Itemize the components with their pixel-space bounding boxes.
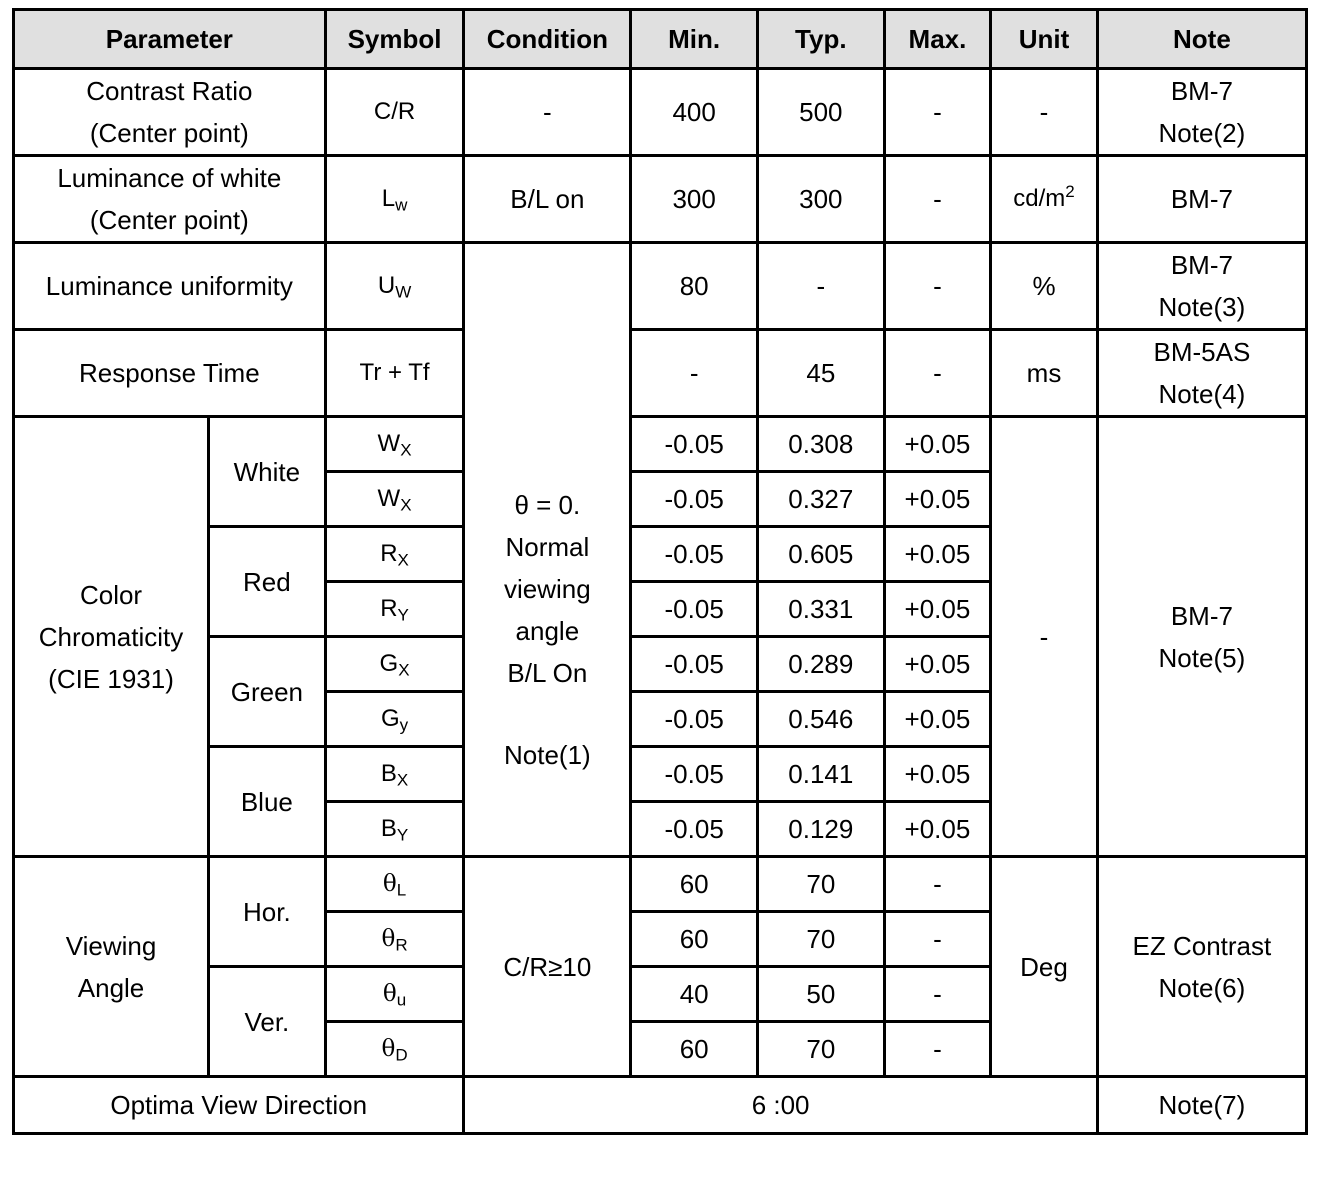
uniformity-note — [1097, 243, 1306, 330]
luminance-white-symbol-base: L — [381, 185, 396, 212]
chromaticity-unit: - — [991, 417, 1098, 857]
header-min: Min. — [631, 10, 758, 69]
contrast-ratio-row — [14, 69, 1307, 156]
response-min: - — [631, 330, 758, 417]
contrast-parameter-line1: Contrast Ratio — [86, 76, 253, 106]
viewing-typ: 70 — [757, 912, 884, 967]
chromaticity-typ: 0.141 — [757, 747, 884, 802]
response-time-row — [14, 330, 1307, 417]
chromaticity-max: +0.05 — [884, 582, 991, 637]
chromaticity-min: -0.05 — [631, 527, 758, 582]
viewing-min: 40 — [631, 967, 758, 1022]
response-note-line1: BM-5AS — [1153, 337, 1251, 367]
viewing-min: 60 — [631, 857, 758, 912]
symbol-sub: u — [396, 990, 407, 1010]
uniformity-min: 80 — [631, 243, 758, 330]
uniformity-typ: - — [757, 243, 884, 330]
condition-line6: Note(1) — [504, 739, 591, 770]
theta-symbol: θ — [381, 1036, 396, 1062]
chromaticity-symbol — [325, 582, 464, 637]
viewing-note-line2: Note(6) — [1158, 972, 1246, 1003]
uniformity-parameter: Luminance uniformity — [14, 243, 326, 330]
viewing-symbol — [325, 967, 464, 1022]
luminance-white-typ: 300 — [757, 156, 884, 243]
symbol-sub: L — [396, 880, 407, 900]
chromaticity-parameter — [14, 417, 209, 857]
contrast-note-line1: BM-7 — [1170, 76, 1233, 106]
chromaticity-typ: 0.331 — [757, 582, 884, 637]
luminance-white-parameter — [14, 156, 326, 243]
symbol-base: W — [377, 430, 401, 457]
viewing-max: - — [884, 967, 991, 1022]
uniformity-note-line2: Note(3) — [1158, 292, 1246, 322]
chromaticity-typ: 0.605 — [757, 527, 884, 582]
luminance-white-symbol-sub: w — [395, 195, 408, 215]
chromaticity-symbol — [325, 692, 464, 747]
chromaticity-parameter-line2: Chromaticity — [38, 621, 184, 652]
chromaticity-min: -0.05 — [631, 472, 758, 527]
chromaticity-note-line2: Note(5) — [1158, 642, 1246, 673]
viewing-max: - — [884, 912, 991, 967]
symbol-base: G — [379, 650, 399, 677]
viewing-parameter-line2: Angle — [77, 972, 145, 1003]
symbol-base: B — [380, 760, 397, 787]
header-max: Max. — [884, 10, 991, 69]
viewing-min: 60 — [631, 1022, 758, 1077]
chromaticity-min: -0.05 — [631, 802, 758, 857]
symbol-sub: X — [398, 660, 410, 680]
chromaticity-min: -0.05 — [631, 692, 758, 747]
header-row — [14, 10, 1307, 69]
header-symbol: Symbol — [325, 10, 464, 69]
viewing-angle-row — [14, 857, 1307, 912]
luminance-white-symbol — [325, 156, 464, 243]
symbol-sub: Y — [397, 605, 409, 625]
condition-line5: B/L On — [507, 657, 588, 688]
response-parameter: Response Time — [14, 330, 326, 417]
response-note-line2: Note(4) — [1158, 379, 1246, 409]
contrast-parameter-line2: (Center point) — [89, 118, 249, 148]
contrast-max: - — [884, 69, 991, 156]
chromaticity-typ: 0.129 — [757, 802, 884, 857]
chromaticity-symbol — [325, 527, 464, 582]
response-max: - — [884, 330, 991, 417]
viewing-unit: Deg — [991, 857, 1098, 1077]
viewing-symbol — [325, 857, 464, 912]
symbol-sub: X — [397, 550, 409, 570]
chromaticity-condition — [464, 243, 631, 857]
viewing-typ: 50 — [757, 967, 884, 1022]
chromaticity-group-green: Green — [209, 637, 326, 747]
theta-symbol: θ — [382, 871, 397, 897]
chromaticity-note-line1: BM-7 — [1170, 600, 1233, 631]
chromaticity-min: -0.05 — [631, 637, 758, 692]
symbol-sub: D — [395, 1045, 408, 1065]
viewing-group-horizontal: Hor. — [209, 857, 326, 967]
symbol-sub: X — [400, 495, 412, 515]
chromaticity-symbol — [325, 637, 464, 692]
optima-note: Note(7) — [1097, 1077, 1306, 1134]
condition-line2: Normal — [505, 531, 590, 562]
chromaticity-typ: 0.289 — [757, 637, 884, 692]
chromaticity-max: +0.05 — [884, 472, 991, 527]
uniformity-unit: % — [991, 243, 1098, 330]
viewing-parameter — [14, 857, 209, 1077]
uniformity-symbol-sub: W — [395, 282, 412, 302]
chromaticity-min: -0.05 — [631, 582, 758, 637]
chromaticity-max: +0.05 — [884, 802, 991, 857]
chromaticity-typ: 0.327 — [757, 472, 884, 527]
condition-line1: θ = 0. — [514, 489, 581, 520]
luminance-white-parameter-line2: (Center point) — [89, 205, 249, 235]
optima-view-row — [14, 1077, 1307, 1134]
header-parameter: Parameter — [14, 10, 326, 69]
chromaticity-symbol — [325, 802, 464, 857]
luminance-white-parameter-line1: Luminance of white — [57, 163, 282, 193]
chromaticity-parameter-line3: (CIE 1931) — [48, 663, 174, 694]
uniformity-symbol — [325, 243, 464, 330]
uniformity-note-line1: BM-7 — [1170, 250, 1233, 280]
chromaticity-max: +0.05 — [884, 747, 991, 802]
chromaticity-group-red: Red — [209, 527, 326, 637]
chromaticity-symbol — [325, 417, 464, 472]
chromaticity-group-white: White — [209, 417, 326, 527]
chromaticity-note — [1097, 417, 1306, 857]
chromaticity-condition-block — [469, 324, 625, 776]
chromaticity-typ: 0.308 — [757, 417, 884, 472]
chromaticity-group-blue: Blue — [209, 747, 326, 857]
condition-line3: viewing — [504, 573, 591, 604]
chromaticity-max: +0.05 — [884, 417, 991, 472]
viewing-typ: 70 — [757, 857, 884, 912]
symbol-base: R — [380, 540, 398, 567]
viewing-max: - — [884, 1022, 991, 1077]
chromaticity-symbol — [325, 747, 464, 802]
chromaticity-max: +0.05 — [884, 637, 991, 692]
contrast-parameter — [14, 69, 326, 156]
viewing-min: 60 — [631, 912, 758, 967]
header-unit: Unit — [991, 10, 1098, 69]
symbol-base: R — [380, 595, 398, 622]
optical-spec-table — [12, 8, 1308, 1135]
luminance-white-unit-sup: 2 — [1065, 182, 1075, 201]
header-typ: Typ. — [757, 10, 884, 69]
contrast-symbol: C/R — [325, 69, 464, 156]
viewing-symbol — [325, 912, 464, 967]
contrast-unit: - — [991, 69, 1098, 156]
response-note — [1097, 330, 1306, 417]
luminance-white-unit-base: cd/m — [1013, 185, 1066, 212]
symbol-sub: X — [400, 440, 412, 460]
header-condition: Condition — [464, 10, 631, 69]
luminance-white-condition: B/L on — [464, 156, 631, 243]
chromaticity-min: -0.05 — [631, 747, 758, 802]
condition-spacer-top4 — [469, 444, 625, 484]
viewing-note — [1097, 857, 1306, 1077]
luminance-white-note: BM-7 — [1097, 156, 1306, 243]
symbol-sub: R — [395, 935, 408, 955]
symbol-sub: Y — [396, 825, 409, 845]
chromaticity-typ: 0.546 — [757, 692, 884, 747]
chromaticity-row — [14, 417, 1307, 472]
uniformity-max: - — [884, 243, 991, 330]
contrast-note — [1097, 69, 1306, 156]
chromaticity-max: +0.05 — [884, 692, 991, 747]
condition-spacer-top — [469, 324, 625, 364]
symbol-base: B — [380, 815, 397, 842]
viewing-symbol — [325, 1022, 464, 1077]
condition-spacer-top3 — [469, 404, 625, 444]
luminance-white-unit — [991, 156, 1098, 243]
symbol-base: G — [380, 705, 400, 732]
response-unit: ms — [991, 330, 1098, 417]
theta-symbol: θ — [382, 981, 397, 1007]
uniformity-row — [14, 243, 1307, 330]
viewing-parameter-line1: Viewing — [65, 930, 157, 961]
symbol-base: W — [377, 485, 401, 512]
contrast-condition: - — [464, 69, 631, 156]
viewing-group-vertical: Ver. — [209, 967, 326, 1077]
optima-parameter: Optima View Direction — [14, 1077, 464, 1134]
response-symbol: Tr + Tf — [325, 330, 464, 417]
chromaticity-parameter-line1: Color — [79, 579, 143, 610]
luminance-white-min: 300 — [631, 156, 758, 243]
chromaticity-symbol — [325, 472, 464, 527]
viewing-typ: 70 — [757, 1022, 884, 1077]
contrast-typ: 500 — [757, 69, 884, 156]
viewing-max: - — [884, 857, 991, 912]
optima-value: 6 :00 — [464, 1077, 1097, 1134]
viewing-note-line1: EZ Contrast — [1132, 930, 1272, 961]
header-note: Note — [1097, 10, 1306, 69]
theta-symbol: θ — [381, 926, 396, 952]
condition-spacer-top2 — [469, 364, 625, 404]
luminance-white-max: - — [884, 156, 991, 243]
contrast-note-line2: Note(2) — [1158, 118, 1246, 148]
luminance-white-row — [14, 156, 1307, 243]
symbol-sub: X — [396, 770, 409, 790]
symbol-sub: y — [399, 715, 409, 735]
uniformity-symbol-base: U — [377, 272, 396, 299]
chromaticity-min: -0.05 — [631, 417, 758, 472]
contrast-min: 400 — [631, 69, 758, 156]
condition-spacer-mid — [469, 694, 625, 734]
chromaticity-max: +0.05 — [884, 527, 991, 582]
viewing-condition: C/R≥10 — [464, 857, 631, 1077]
response-typ: 45 — [757, 330, 884, 417]
condition-line4: angle — [515, 615, 580, 646]
